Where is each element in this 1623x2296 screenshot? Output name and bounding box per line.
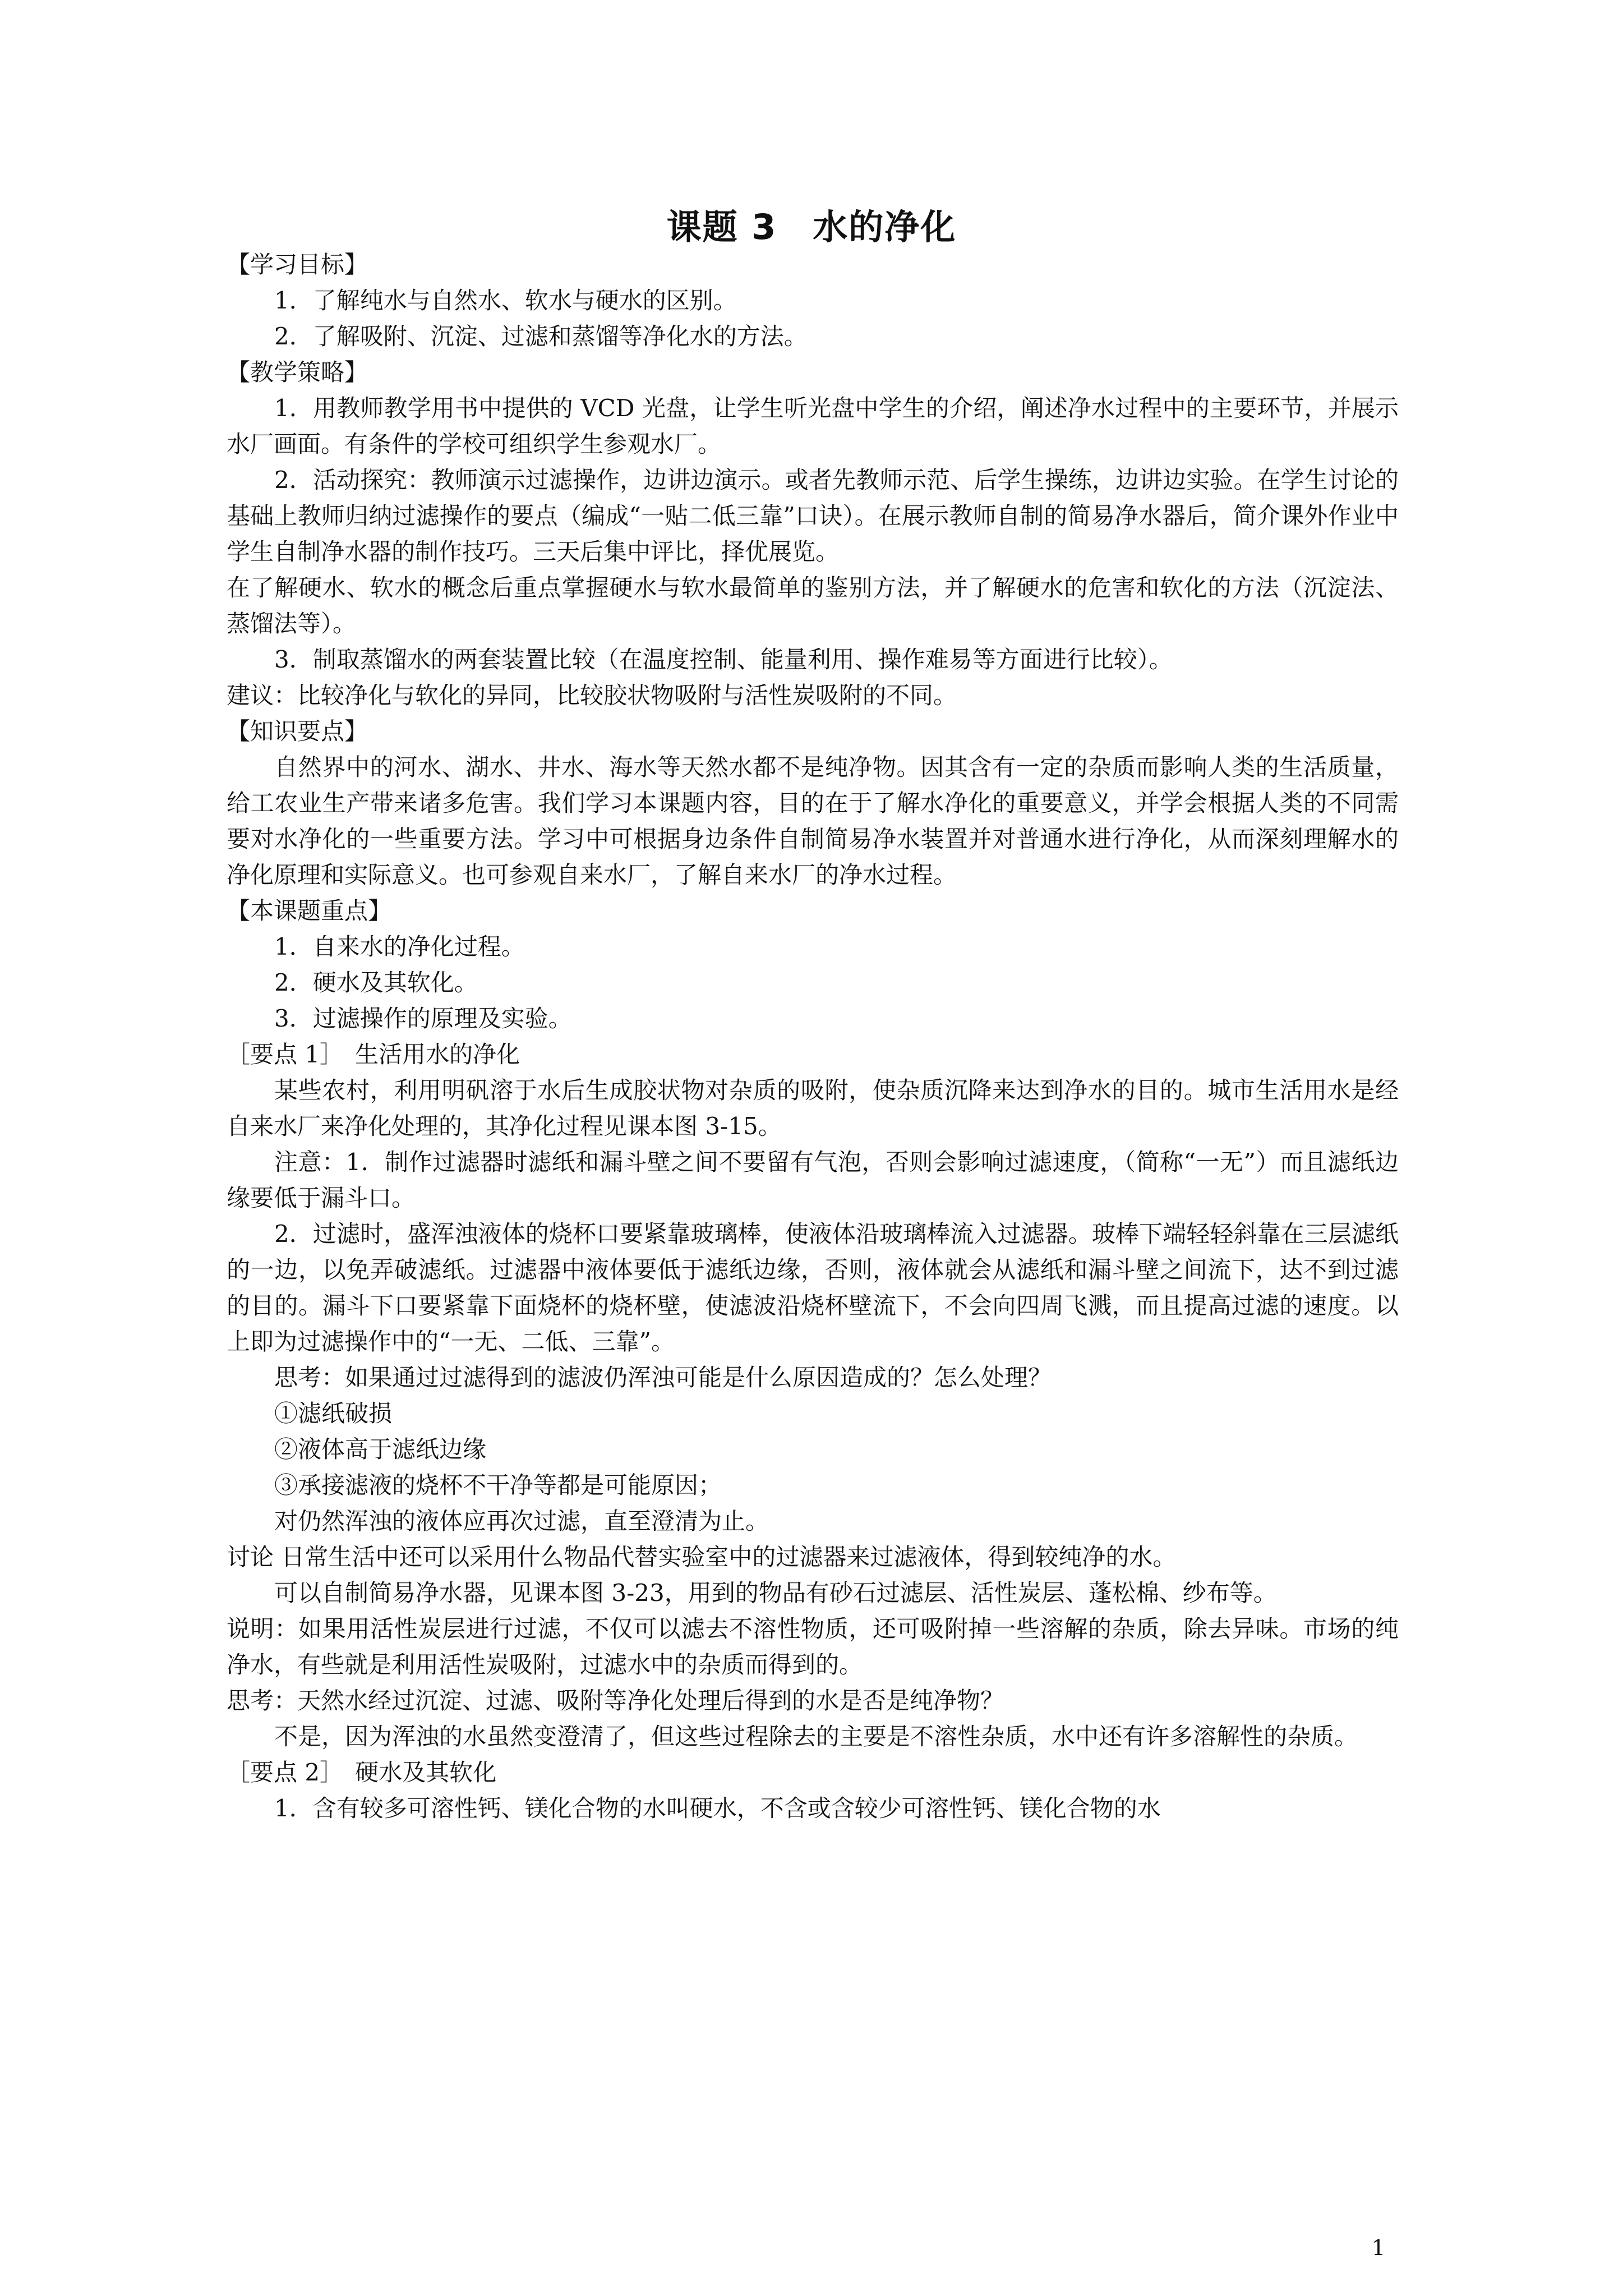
paragraph: 1．自来水的净化过程。 <box>274 933 525 960</box>
paragraph: 思考：天然水经过沉淀、过滤、吸附等净化处理后得到的水是否是纯净物？ <box>227 1687 1004 1714</box>
paragraph: 【本课题重点】 <box>227 897 392 924</box>
paragraph: 2．了解吸附、沉淀、过滤和蒸馏等净化水的方法。 <box>274 323 808 350</box>
document-body <box>227 247 1399 1826</box>
paragraph: ①滤纸破损 <box>274 1400 393 1427</box>
paragraph: 2．过滤时，盛浑浊液体的烧杯口要紧靠玻璃棒，使液体沿玻璃棒流入过滤器。玻棒下端轻轻斜靠在三层滤纸的一边，以免弄破滤纸。过滤器中液体要低于滤纸边缘，否则，液体就会从滤纸和漏斗壁之间流下，达不到过滤的目的。漏斗下口要紧靠下面烧杯的烧杯壁，使滤波沿烧杯壁流下，不会向四周飞溅，而且提高过滤的速度。以上即为过滤操作中的“一无、二低、三靠”。 <box>227 1220 1399 1355</box>
paragraph: 在了解硬水、软水的概念后重点掌握硬水与软水最简单的鉴别方法，并了解硬水的危害和软化的方法（沉淀法、蒸馏法等）。 <box>227 574 1399 637</box>
paragraph: 说明：如果用活性炭层进行过滤，不仅可以滤去不溶性物质，还可吸附掉一些溶解的杂质，除去异味。市场的纯净水，有些就是利用活性炭吸附，过滤水中的杂质而得到的。 <box>227 1615 1399 1678</box>
paragraph: 自然界中的河水、湖水、井水、海水等天然水都不是纯净物。因其含有一定的杂质而影响人类的生活质量，给工农业生产带来诸多危害。我们学习本课题内容，目的在于了解水净化的重要意义，并学会根据人类的不同需要对水净化的一些重要方法。学习中可根据身边条件自制简易净水装置并对普通水进行净化，从而深刻理解水的净化原理和实际意义。也可参观自来水厂，了解自来水厂的净水过程。 <box>227 753 1399 889</box>
page-number: 1 <box>1371 2235 1385 2260</box>
paragraph: 不是，因为浑浊的水虽然变澄清了，但这些过程除去的主要是不溶性杂质，水中还有许多溶解性的杂质。 <box>274 1723 1358 1750</box>
paragraph: 1．含有较多可溶性钙、镁化合物的水叫硬水，不含或含较少可溶性钙、镁化合物的水 <box>274 1795 1161 1822</box>
page-title: 课题 3 水的净化 <box>666 206 957 247</box>
paragraph: 可以自制简易净水器，见课本图 3-23，用到的物品有砂石过滤层、活性炭层、蓬松棉、纱布等。 <box>274 1579 1277 1607</box>
paragraph: 注意：1．制作过滤器时滤纸和漏斗壁之间不要留有气泡，否则会影响过滤速度，（简称“一无”）而且滤纸边缘要低于漏斗口。 <box>227 1148 1399 1212</box>
paragraph: 某些农村，利用明矾溶于水后生成胶状物对杂质的吸附，使杂质沉降来达到净水的目的。城市生活用水是经自来水厂来净化处理的，其净化过程见课本图 3-15。 <box>227 1076 1399 1140</box>
paragraph: 2．硬水及其软化。 <box>274 969 478 996</box>
paragraph: 建议：比较净化与软化的异同，比较胶状物吸附与活性炭吸附的不同。 <box>227 682 957 709</box>
paragraph: 【教学策略】 <box>227 358 368 386</box>
paragraph: 2．活动探究：教师演示过滤操作，边讲边演示。或者先教师示范、后学生操练，边讲边实验。在学生讨论的基础上教师归纳过滤操作的要点（编成“一贴二低三靠”口诀）。在展示教师自制的简易净水器后，简介课外作业中学生自制净水器的制作技巧。三天后集中评比，择优展览。 <box>227 466 1399 565</box>
paragraph: 3．过滤操作的原理及实验。 <box>274 1005 572 1032</box>
paragraph: 思考：如果通过过滤得到的滤波仍浑浊可能是什么原因造成的？怎么处理？ <box>274 1364 1052 1391</box>
paragraph: 1．了解纯水与自然水、软水与硬水的区别。 <box>274 287 737 314</box>
paragraph: ［要点 2］ 硬水及其软化 <box>227 1759 497 1786</box>
paragraph: 1．用教师教学用书中提供的 VCD 光盘，让学生听光盘中学生的介绍，阐述净水过程中的主要环节，并展示水厂画面。有条件的学校可组织学生参观水厂。 <box>227 394 1399 458</box>
paragraph: ③承接滤液的烧杯不干净等都是可能原因； <box>274 1471 722 1499</box>
paragraph: 3．制取蒸馏水的两套装置比较（在温度控制、能量利用、操作难易等方面进行比较）。 <box>274 646 1173 673</box>
paragraph: 讨论 日常生活中还可以采用什么物品代替实验室中的过滤器来过滤液体，得到较纯净的水。 <box>227 1543 1177 1571</box>
paragraph: ［要点 1］ 生活用水的净化 <box>227 1041 520 1068</box>
paragraph: 【学习目标】 <box>227 251 368 278</box>
paragraph: 对仍然浑浊的液体应再次过滤，直至澄清为止。 <box>274 1507 769 1535</box>
paragraph: 【知识要点】 <box>227 717 368 745</box>
paragraph: ②液体高于滤纸边缘 <box>274 1435 487 1463</box>
